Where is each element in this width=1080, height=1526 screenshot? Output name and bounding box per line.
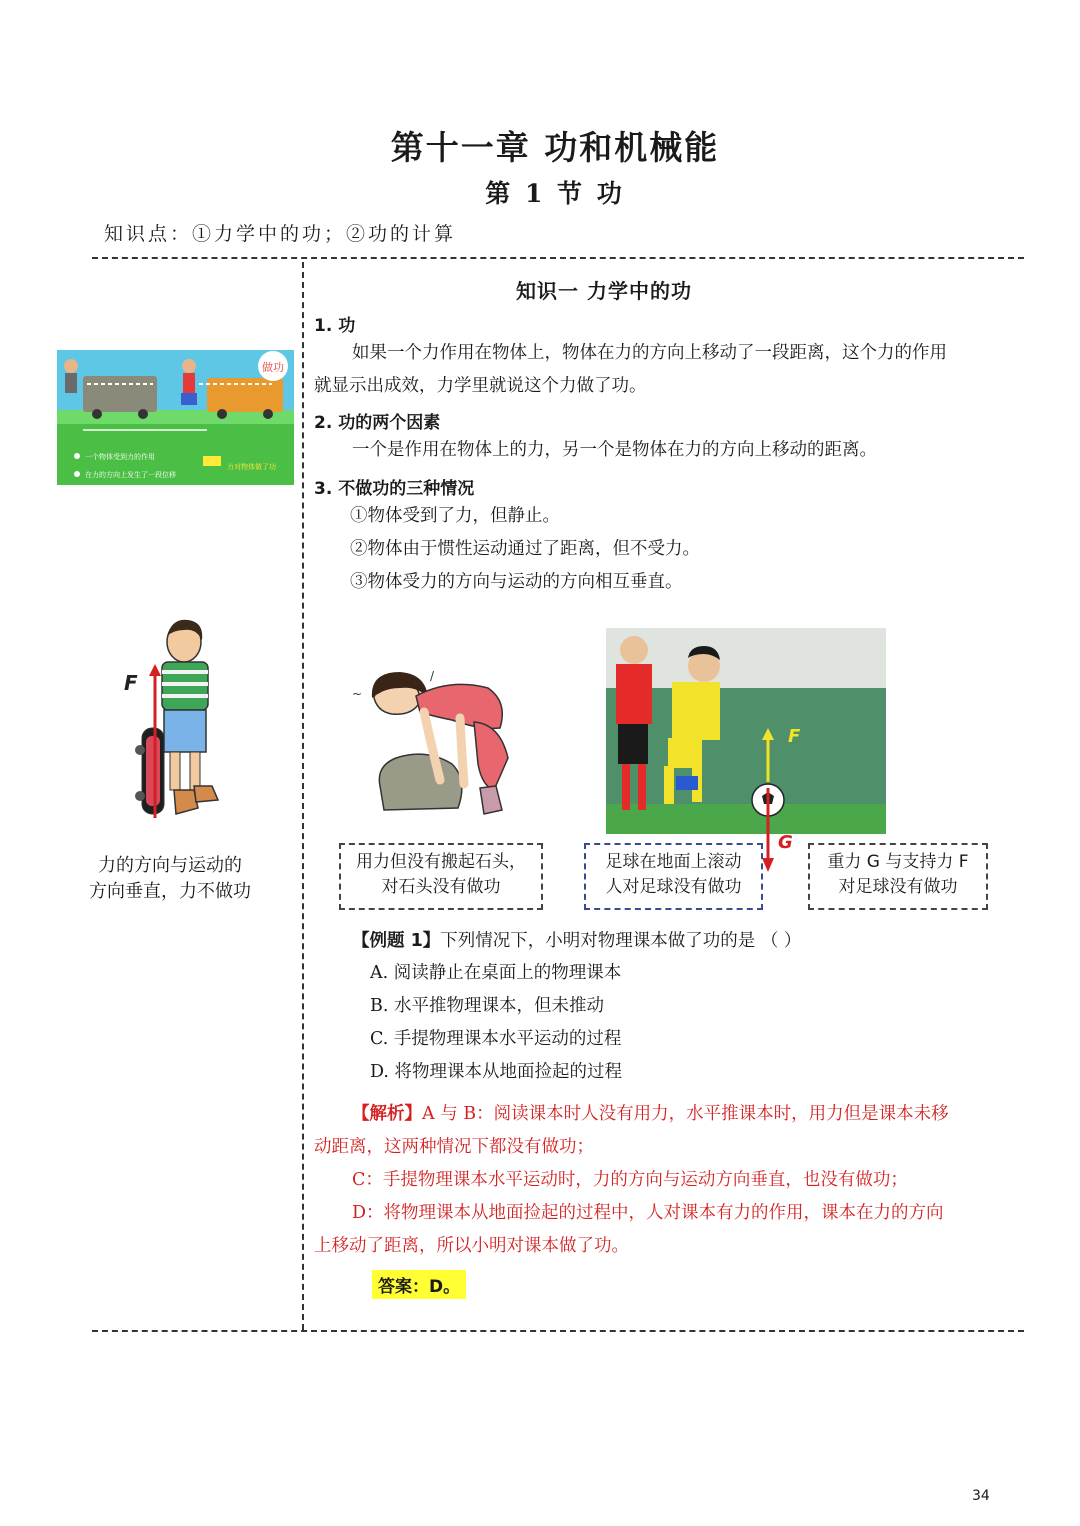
work-illustration: [57, 350, 294, 485]
analysis-line2: 动距离，这两种情况下都没有做功；: [314, 1137, 594, 1157]
bottom-divider: [92, 1330, 1024, 1332]
left-caption: [70, 853, 270, 905]
illus-note-3: 力对物体做了功: [227, 463, 276, 471]
page-number: 34: [972, 1488, 990, 1504]
item2-text: 一个是作用在物体上的力，另一个是物体在力的方向上移动的距离。: [352, 440, 877, 460]
section-heading: 知识一 力学中的功: [516, 279, 692, 303]
box2-line2: 人对足球没有做功: [605, 877, 742, 897]
analysis-text1: A 与 B：阅读课本时人没有用力，水平推课本时，用力但是课本未移: [422, 1104, 949, 1124]
left-caption-line2: 方向垂直，力不做功: [89, 881, 251, 902]
answer-highlight: 答案：D。: [372, 1270, 466, 1299]
example-label: 【例题 1】: [352, 931, 441, 951]
svg-text:~: ~: [352, 687, 363, 701]
caption-box-rolling: [584, 843, 763, 910]
option-a: A. 阅读静止在桌面上的物理课本: [370, 963, 622, 983]
analysis-label: 【解析】: [352, 1104, 422, 1124]
analysis-line1: [352, 1098, 949, 1131]
example-question-text: 下列情况下，小明对物理课本做了功的是 （ ）: [440, 931, 802, 951]
knowledge-points: 知识点：①力学中的功；②功的计算: [104, 223, 457, 245]
caption-box-gravity: [808, 843, 988, 910]
item1-heading: 1. 功: [314, 316, 356, 336]
soccer-photo: [606, 628, 886, 834]
box3-line2: 对足球没有做功: [838, 877, 958, 897]
box3-line1: 重力 G 与支持力 F: [827, 852, 969, 872]
boy-skateboard-figure: [118, 618, 228, 830]
top-divider: [92, 257, 1024, 259]
section-title: 第 1 节 功: [485, 179, 625, 208]
illus-note-2: 在力的方向上发生了一段位移: [85, 471, 176, 479]
box1-line2: 对石头没有做功: [381, 877, 501, 897]
box1-line1: 用力但没有搬起石头，: [356, 852, 526, 872]
case-1: ①物体受到了力，但静止。: [350, 506, 560, 526]
analysis-line5: 上移动了距离，所以小明对课本做了功。: [314, 1236, 629, 1256]
illus-note-1: 一个物体受到力的作用: [85, 453, 155, 461]
column-divider: [302, 262, 304, 1330]
item1-line2: 就显示出成效，力学里就说这个力做了功。: [314, 376, 647, 396]
case-2: ②物体由于惯性运动通过了距离，但不受力。: [350, 539, 700, 559]
illus-bubble-text: 做功: [262, 361, 284, 374]
chapter-title: 第十一章 功和机械能: [390, 128, 720, 167]
item1-line1: 如果一个力作用在物体上，物体在力的方向上移动了一段距离，这个力的作用: [352, 343, 947, 363]
box2-line1: 足球在地面上滚动: [605, 852, 742, 872]
soccer-force-F: F: [788, 726, 801, 747]
gravity-arrow: [758, 782, 798, 878]
option-b: B. 水平推物理课本，但未推动: [370, 996, 604, 1016]
item2-heading: 2. 功的两个因素: [314, 413, 441, 433]
example-question: [352, 925, 801, 958]
option-c: C. 手提物理课本水平运动的过程: [370, 1029, 622, 1049]
gravity-label: G: [778, 832, 793, 853]
woman-lifting-stone-figure: [340, 668, 530, 826]
caption-box-stone: [339, 843, 543, 910]
left-caption-line1: 力的方向与运动的: [98, 855, 242, 876]
analysis-line4: D：将物理课本从地面捡起的过程中，人对课本有力的作用，课本在力的方向: [352, 1203, 944, 1223]
svg-text:/: /: [430, 669, 435, 683]
item3-heading: 3. 不做功的三种情况: [314, 479, 475, 499]
case-3: ③物体受力的方向与运动的方向相互垂直。: [350, 572, 683, 592]
boy-force-label: F: [124, 671, 138, 695]
analysis-line3: C：手提物理课本水平运动时，力的方向与运动方向垂直，也没有做功；: [352, 1170, 908, 1190]
option-d: D. 将物理课本从地面捡起的过程: [370, 1062, 623, 1082]
